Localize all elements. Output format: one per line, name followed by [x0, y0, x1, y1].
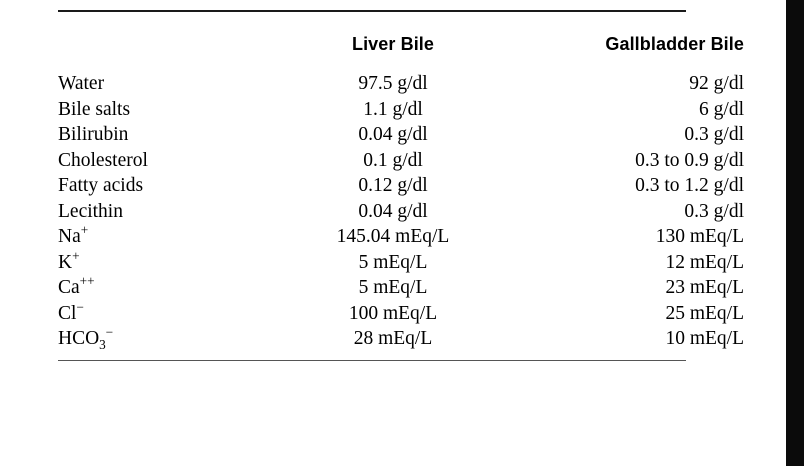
table-bottom-rule — [58, 360, 686, 361]
row-gallbladder-bile-value: 92 g/dl — [689, 73, 744, 94]
row-gallbladder-bile-value: 0.3 to 0.9 g/dl — [635, 149, 744, 171]
row-liver-bile-value: 5 mEq/L — [358, 277, 428, 298]
row-gallbladder-bile-value: 0.3 g/dl — [684, 200, 744, 222]
table-row — [58, 275, 744, 301]
row-label: Fatty acids — [58, 175, 144, 196]
table-header — [58, 12, 744, 71]
column-header-substance — [58, 12, 278, 71]
table-row — [58, 71, 744, 97]
table-body — [58, 71, 744, 352]
row-liver-bile-value: 0.04 g/dl — [358, 200, 428, 222]
row-label: Bilirubin — [58, 124, 129, 145]
row-gallbladder-bile-value: 12 mEq/L — [665, 251, 744, 273]
row-gallbladder-bile-value: 10 mEq/L — [665, 328, 744, 349]
label-superscript: − — [76, 299, 84, 314]
table-row — [58, 199, 744, 225]
label-superscript: ++ — [79, 273, 95, 289]
label-superscript: − — [105, 324, 114, 340]
column-header-gallbladder-bile: Gallbladder Bile — [605, 34, 744, 54]
row-gallbladder-bile-value: 25 mEq/L — [665, 302, 744, 324]
row-label: K+ — [58, 248, 80, 273]
table-header-row — [58, 12, 744, 71]
row-label: Na+ — [58, 222, 89, 247]
row-label: Cholesterol — [58, 149, 148, 171]
table-row — [58, 224, 744, 250]
row-liver-bile-value: 0.1 g/dl — [363, 149, 423, 171]
scan-edge-bar — [786, 0, 804, 466]
row-liver-bile-value: 5 mEq/L — [358, 251, 428, 273]
table-row — [58, 122, 744, 148]
row-liver-bile-value: 1.1 g/dl — [363, 98, 423, 120]
label-superscript: + — [80, 222, 89, 238]
table-row — [58, 97, 744, 123]
table-row — [58, 326, 744, 352]
row-gallbladder-bile-value: 0.3 g/dl — [684, 124, 744, 145]
row-gallbladder-bile-value: 130 mEq/L — [655, 226, 744, 247]
row-liver-bile-value: 0.12 g/dl — [358, 175, 428, 196]
table-row — [58, 148, 744, 174]
column-header-liver-bile: Liver Bile — [351, 34, 435, 54]
row-liver-bile-value: 0.04 g/dl — [358, 124, 428, 145]
row-gallbladder-bile-value: 0.3 to 1.2 g/dl — [635, 175, 744, 196]
row-liver-bile-value: 28 mEq/L — [353, 328, 433, 349]
row-label: Water — [58, 73, 105, 94]
label-subscript: 3 — [99, 336, 106, 352]
table-row — [58, 173, 744, 199]
row-label: Cl− — [58, 299, 84, 324]
row-liver-bile-value: 145.04 mEq/L — [336, 226, 450, 247]
table-row — [58, 301, 744, 327]
table-row — [58, 250, 744, 276]
row-liver-bile-value: 100 mEq/L — [348, 302, 438, 324]
label-superscript: + — [72, 248, 80, 263]
row-gallbladder-bile-value: 6 g/dl — [699, 98, 744, 120]
row-liver-bile-value: 97.5 g/dl — [358, 73, 428, 94]
row-label: Ca++ — [58, 273, 95, 298]
row-label: Lecithin — [58, 200, 123, 222]
row-label: $HCO_3^-$ — [58, 324, 114, 352]
row-gallbladder-bile-value: 23 mEq/L — [665, 277, 744, 298]
row-label: Bile salts — [58, 98, 131, 120]
bile-composition-table — [58, 12, 744, 352]
